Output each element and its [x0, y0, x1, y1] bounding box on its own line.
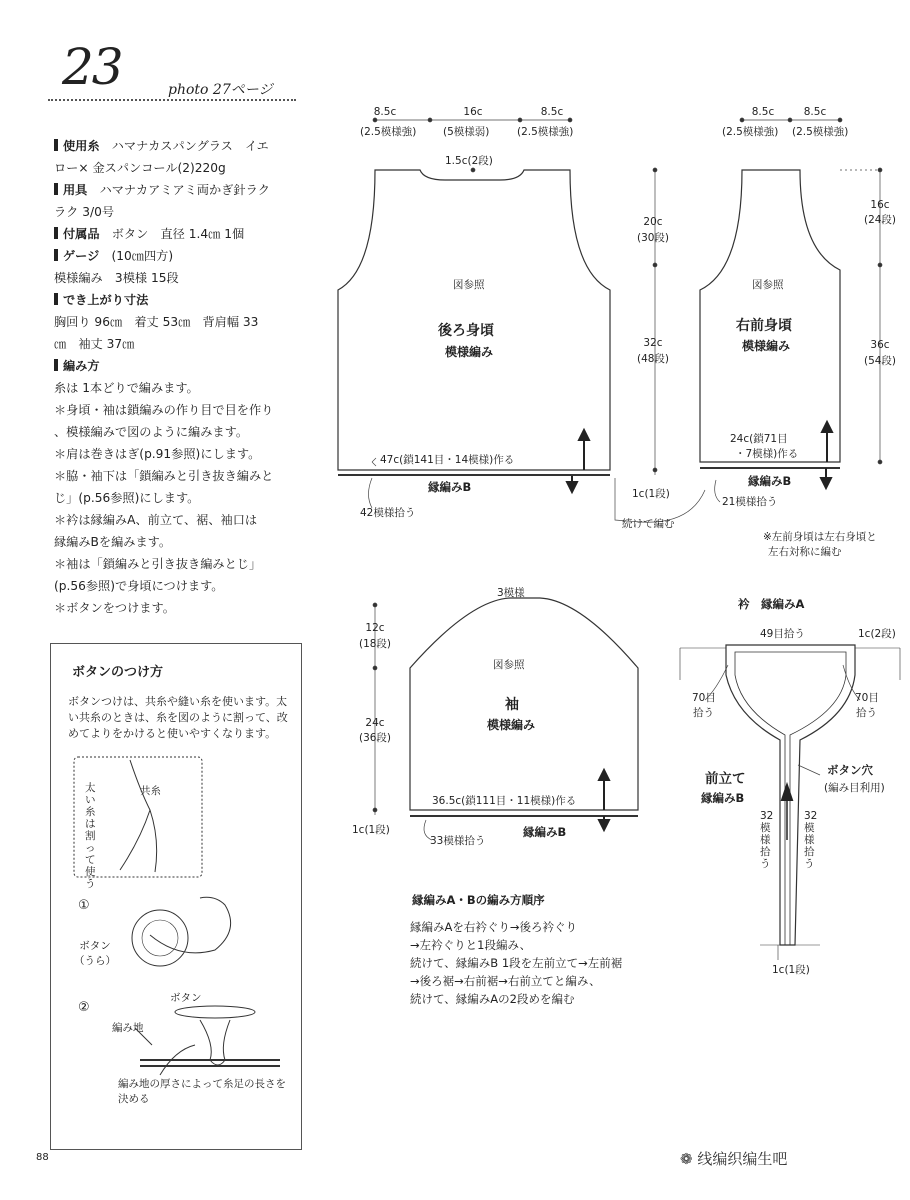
info-heading: 付属品 — [63, 227, 100, 241]
band-bottom-ref — [760, 945, 820, 960]
button-back-label: ボタン（うら） — [74, 940, 116, 967]
edging-order-steps — [410, 918, 622, 1008]
collar-title: 衿 縁編みA — [738, 597, 805, 611]
back-foundation: 47c(鎖141目・14模様)作る — [380, 454, 515, 466]
dim-dot — [518, 118, 522, 122]
dim-dot — [653, 468, 657, 472]
back-pickup-leader — [369, 478, 373, 508]
info-text: ラク 3/0号 — [54, 205, 115, 219]
page-number: 88 — [36, 1152, 49, 1163]
front-dim-left-sub: (2.5模様強) — [722, 126, 779, 138]
button-band-title: 前立て — [705, 771, 746, 787]
dim-dot — [428, 118, 432, 122]
collar-ref-lines — [680, 648, 900, 680]
info-text: ハマナカアミアミ両かぎ針ラク — [99, 183, 270, 197]
info-heading: ゲージ — [63, 249, 100, 263]
button-back-drawing — [132, 910, 188, 966]
front-title: 右前身頃 — [736, 318, 792, 334]
button-band-edging: 縁編みB — [701, 791, 745, 805]
front-foundation-2: ・7模様)作る — [735, 448, 799, 460]
info-text: (p.56参照)で身頃につけます。 — [54, 579, 224, 593]
split-yarn-strand — [120, 760, 157, 872]
buttonhole-label: ボタン穴 — [827, 763, 873, 777]
collar-back-pickup: 49目拾う — [760, 628, 805, 640]
step-2-marker: ② — [78, 1000, 90, 1015]
back-dim-right: 8.5c — [540, 106, 564, 118]
wechat-icon: ❁ — [680, 1150, 693, 1168]
band-left-pickup: 32模様拾う — [760, 810, 774, 870]
info-text: 糸は 1本どりで編みます。 — [54, 381, 199, 395]
info-text: 縁編みBを編みます。 — [54, 535, 172, 549]
dim-dot — [471, 168, 475, 172]
sleeve-edging-height: 1c(1段) — [352, 824, 390, 836]
band-bottom-height: 1c(1段) — [772, 964, 810, 976]
fabric-label: 編み地 — [112, 1022, 144, 1034]
button-side-drawing — [175, 1006, 255, 1018]
info-text: 、模様編みで図のように編みます。 — [54, 425, 249, 439]
dim-dot — [740, 118, 744, 122]
dim-dot — [373, 666, 377, 670]
info-text: ＊身頃・袖は鎖編みの作り目で目を作り — [54, 403, 274, 417]
sleeve-edging: 縁編みB — [523, 825, 567, 839]
sleeve-body-rows: (36段) — [358, 732, 392, 744]
front-dim-right: 8.5c — [803, 106, 827, 118]
front-note-1: ※左前身頃は左右身頃と — [763, 531, 877, 543]
back-body-rows: (48段) — [636, 353, 670, 365]
front-dim-right-sub: (2.5模様強) — [792, 126, 849, 138]
order-line: 続けて、縁編みAの2段めを編む — [410, 992, 575, 1006]
info-heading: でき上がり寸法 — [63, 293, 149, 307]
front-upper-rows: (24段) — [863, 214, 897, 226]
info-text: じ」(p.56参照)にします。 — [54, 491, 200, 505]
back-dim-mid: 16c — [463, 106, 483, 118]
sleeve-body-height: 24c — [365, 717, 385, 729]
watermark — [680, 1148, 787, 1169]
info-text: ロー× 金スパンコール(2)220g — [54, 161, 226, 175]
back-foundation-arrow — [372, 458, 376, 466]
order-line: →後ろ裾→右前裾→右前立てと編み、 — [410, 974, 601, 988]
dim-dot — [653, 263, 657, 267]
watermark-text: 线编织编生吧 — [697, 1150, 788, 1168]
edging-order-title: 縁編みA・Bの編み方順序 — [412, 893, 545, 907]
back-dim-left: 8.5c — [373, 106, 397, 118]
dim-dot — [788, 118, 792, 122]
back-armhole-height: 20c — [643, 216, 663, 228]
front-pickup: 21模様拾う — [722, 496, 778, 508]
sleeve-foundation: 36.5c(鎖111目・11模様)作る — [432, 795, 577, 807]
yarn-label: 共糸 — [140, 785, 161, 797]
button-box-title: ボタンのつけ方 — [72, 665, 164, 680]
back-stitch: 模様編み — [445, 345, 494, 359]
back-dim-right-sub: (2.5模様強) — [517, 126, 574, 138]
button-label: ボタン — [170, 992, 202, 1004]
dim-dot — [373, 808, 377, 812]
split-yarn-label: 太い糸は割って使う — [85, 782, 96, 890]
order-line: 続けて、縁編みB 1段を左前立て→左前裾 — [410, 956, 623, 970]
front-edging: 縁編みB — [748, 474, 792, 488]
front-pickup-leader — [715, 480, 720, 502]
fabric-leader — [135, 1028, 152, 1045]
sleeve-cap-height: 12c — [365, 622, 385, 634]
collar-left-pickup-1: 70目 — [692, 692, 716, 704]
info-text: ＊肩は巻きはぎ(p.91参照)にします。 — [54, 447, 261, 461]
button-box-text: ボタンつけは、共糸や縫い糸を使います。太い共糸のときは、糸を図のように割って、改めてよりをかけると使いやすくなります。 — [68, 695, 288, 740]
front-see-chart: 図参照 — [752, 279, 784, 291]
sleeve-see-chart: 図参照 — [493, 659, 525, 671]
dim-dot — [568, 118, 572, 122]
back-dim-left-sub: (2.5模様強) — [360, 126, 417, 138]
sleeve-pickup: 33模様拾う — [430, 835, 486, 847]
front-foundation-1: 24c(鎖71目 — [730, 433, 788, 445]
dim-dot — [373, 118, 377, 122]
back-edging-height: 1c(1段) — [632, 488, 670, 500]
info-text: 模様編み 3模様 15段 — [54, 271, 179, 285]
back-armhole-rows: (30段) — [636, 232, 670, 244]
info-text: ハマナカスパングラス イエ — [111, 139, 269, 153]
order-line: →左衿ぐりと1段編み、 — [410, 938, 532, 952]
collar-edge-height: 1c(2段) — [858, 628, 896, 640]
order-line: 縁編みAを右衿ぐり→後ろ衿ぐり — [410, 920, 578, 934]
back-edging: 縁編みB — [428, 480, 472, 494]
front-upper-height: 16c — [870, 199, 890, 211]
info-text: ＊ボタンをつけます。 — [54, 601, 175, 615]
collar-left-pickup-2: 拾う — [693, 707, 714, 719]
info-text: ㎝ 袖丈 37㎝ — [54, 337, 135, 351]
buttonhole-leader — [798, 765, 820, 775]
continue-knitting: 続けて編む — [622, 518, 675, 530]
sleeve-cap-rows: (18段) — [358, 638, 392, 650]
collar-right-pickup-1: 70目 — [855, 692, 879, 704]
step-1-marker: ① — [78, 898, 90, 913]
info-heading: 用具 — [63, 183, 88, 197]
front-total-height: 36c — [870, 339, 890, 351]
dim-dot — [653, 168, 657, 172]
front-note-2: 左右対称に編む — [768, 546, 842, 558]
dim-dot — [838, 118, 842, 122]
collar-right-pickup-2: 拾う — [856, 707, 877, 719]
dim-dot — [373, 603, 377, 607]
dim-dot — [878, 168, 882, 172]
front-total-rows: (54段) — [863, 355, 897, 367]
sleeve-stitch: 模様編み — [487, 718, 536, 732]
back-dim-mid-sub: (5模様弱) — [443, 126, 490, 138]
back-body-height: 32c — [643, 337, 663, 349]
split-yarn-frame — [74, 757, 202, 877]
info-text: ＊袖は「鎖編みと引き抜き編みとじ」 — [54, 557, 262, 571]
shank-note: 編み地の厚さによって糸足の長さを決める — [118, 1078, 286, 1105]
back-neck-depth: 1.5c(2段) — [445, 155, 493, 167]
dim-dot — [878, 460, 882, 464]
pattern-number: 23 — [62, 38, 122, 96]
info-heading: 使用糸 — [63, 139, 100, 153]
info-text: ＊衿は縁編みA、前立て、裾、袖口は — [54, 513, 258, 527]
buttonhole-sub: (編み目利用) — [824, 782, 885, 794]
sleeve-title: 袖 — [505, 697, 519, 713]
info-text: 胸回り 96㎝ 着丈 53㎝ 背肩幅 33 — [54, 315, 259, 329]
info-heading: 編み方 — [63, 359, 100, 373]
info-text: ＊脇・袖下は「鎖編みと引き抜き編みと — [54, 469, 274, 483]
sleeve-top: 3模様 — [497, 587, 525, 599]
back-title: 後ろ身頃 — [438, 323, 494, 339]
needle-yarn — [150, 897, 231, 953]
back-pickup: 42模様拾う — [360, 507, 416, 519]
photo-reference: photo 27ページ — [168, 82, 273, 98]
dim-dot — [878, 263, 882, 267]
front-stitch: 模様編み — [742, 339, 791, 353]
back-see-chart: 図参照 — [453, 279, 485, 291]
front-dim-left: 8.5c — [751, 106, 775, 118]
band-right-pickup: 32模様拾う — [804, 810, 818, 870]
shank-coil — [200, 1020, 230, 1065]
info-text: ボタン 直径 1.4㎝ 1個 — [111, 227, 245, 241]
info-text: (10㎝四方) — [111, 249, 174, 263]
